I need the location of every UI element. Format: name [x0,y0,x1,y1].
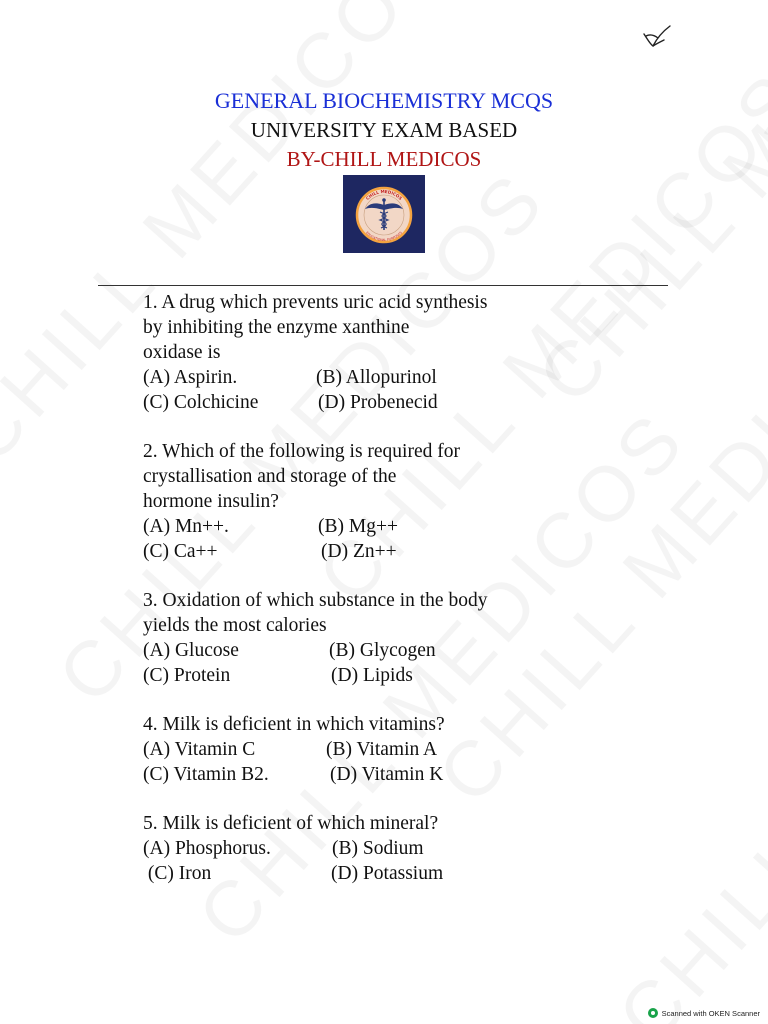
option-c: (C) Vitamin B2. [143,764,269,785]
option-row [143,365,583,390]
option-d: (D) Zn++ [321,541,397,562]
option-a: (A) Mn++. [143,516,229,537]
question-stem: 2. Which of the following is required for crystallisation and storage of the hormone insulin? [143,441,460,512]
question-stem: 3. Oxidation of which substance in the body yields the most calories [143,590,488,636]
option-b: (B) Glycogen [329,640,436,661]
scanner-footer [648,1008,760,1018]
option-row [143,514,583,539]
question-item [143,588,583,688]
option-a: (A) Aspirin. [143,367,238,388]
logo-text-bottom: EDUCATIONAL PURPOSES [365,230,403,243]
document-subtitle: UNIVERSITY EXAM BASED [250,118,518,142]
option-row [143,737,583,762]
option-row [143,663,583,688]
question-item [143,290,583,415]
option-b: (B) Mg++ [318,516,398,537]
question-item [143,439,583,564]
chill-medicos-logo [343,175,425,253]
question-stem: 5. Milk is deficient of which mineral? [143,813,439,834]
option-c: (C) Iron [143,863,212,884]
watermark-text [600,493,768,1024]
option-row [143,836,583,861]
question-stem: 1. A drug which prevents uric acid synthesis by inhibiting the enzyme xanthine oxidase is [143,292,488,363]
option-d: (D) Lipids [331,665,413,686]
option-c: (C) Colchicine [143,392,259,413]
option-d: (D) Potassium [331,863,444,884]
option-row [143,861,583,886]
option-c: (C) Ca++ [143,541,218,562]
option-d: (D) Probenecid [318,392,438,413]
option-row [143,539,583,564]
question-item [143,712,583,787]
option-a: (A) Glucose [143,640,239,661]
scanner-logo-icon [648,1008,658,1018]
option-row [143,762,583,787]
question-stem: 4. Milk is deficient in which vitamins? [143,714,445,735]
option-a: (A) Phosphorus. [143,838,271,859]
document-title: GENERAL BIOCHEMISTRY MCQS [214,88,554,113]
document-header [0,86,768,174]
option-b: (B) Allopurinol [316,367,437,388]
checkmark-icon [640,22,674,52]
question-item [143,811,583,886]
option-b: (B) Sodium [332,838,424,859]
question-list [143,290,583,910]
option-a: (A) Vitamin C [143,739,256,760]
option-row [143,638,583,663]
document-byline: BY-CHILL MEDICOS [286,147,482,171]
scanner-text: Scanned with OKEN Scanner [661,1008,760,1018]
option-d: (D) Vitamin K [330,764,444,785]
header-divider [98,285,668,286]
logo-text-top: CHILL MEDICOS [364,188,404,201]
option-b: (B) Vitamin A [326,739,438,760]
option-c: (C) Protein [143,665,231,686]
option-row [143,390,583,415]
